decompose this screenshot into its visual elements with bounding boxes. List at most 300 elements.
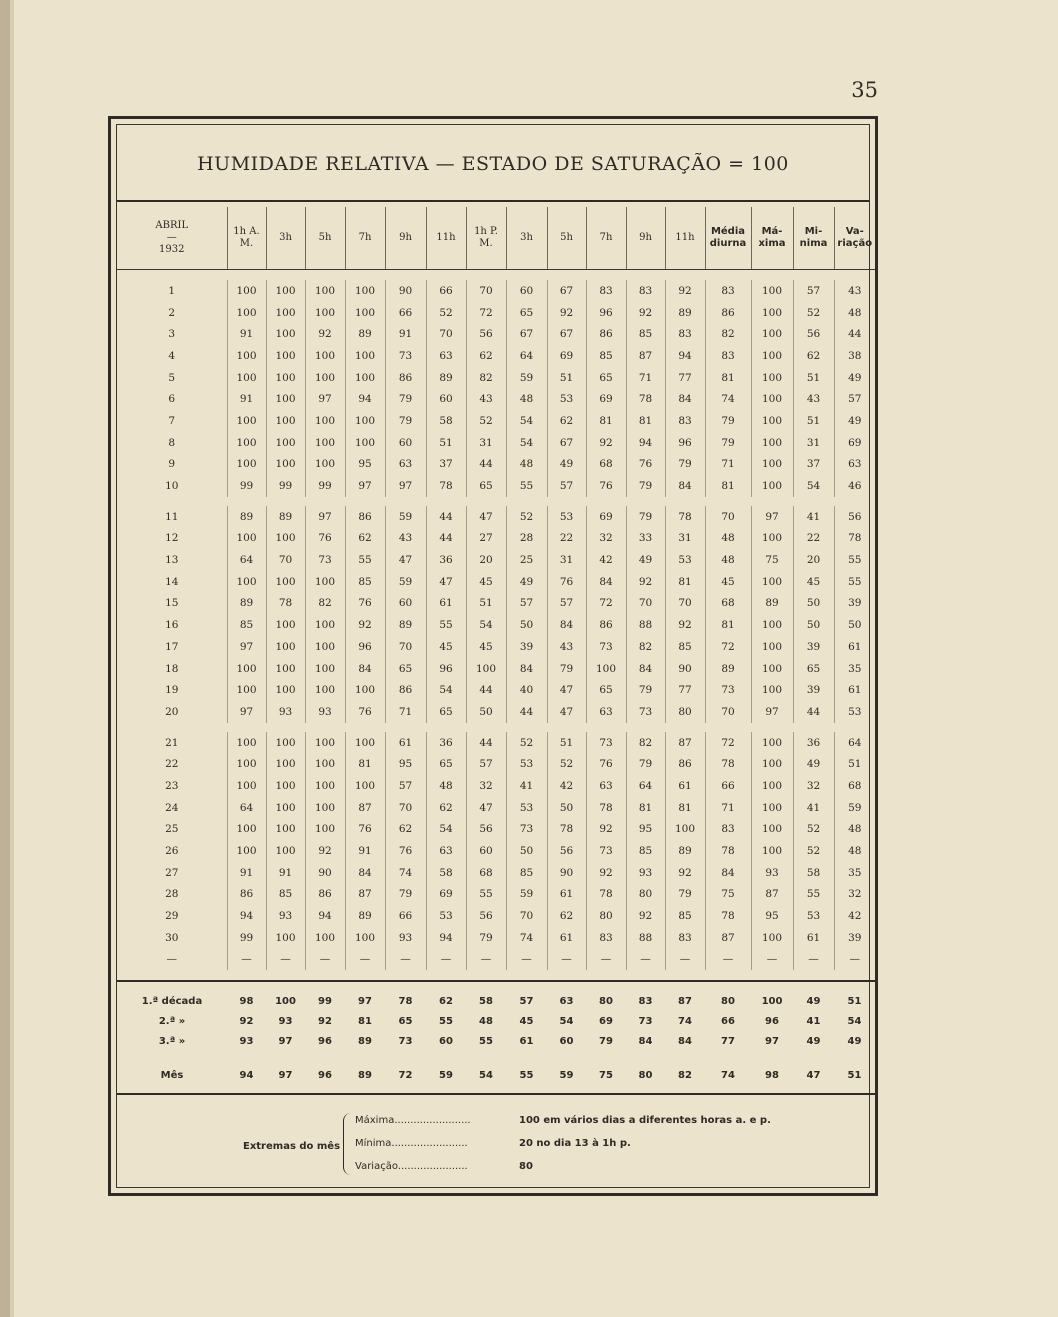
day-row-cell: 79 (665, 884, 705, 906)
row-spacer-cell (117, 497, 875, 506)
day-row-cell: 83 (665, 927, 705, 949)
extreme-minima-value: 20 no dia 13 à 1h p. (519, 1138, 631, 1149)
decade-row (117, 991, 875, 1011)
day-row-cell: 66 (385, 905, 426, 927)
day-row-cell: 85 (665, 636, 705, 658)
day-row-cell: 96 (665, 432, 705, 454)
day-row-cell: 64 (227, 549, 266, 571)
month-row-cell: 80 (638, 1069, 653, 1081)
day-row-cell: 73 (705, 679, 751, 701)
day-row-cell: 100 (266, 367, 305, 389)
day-row-cell: 85 (506, 862, 547, 884)
day-row-cell: 20 (466, 549, 506, 571)
decade-row-cell: 93 (278, 1015, 293, 1027)
day-row-label: 29 (165, 910, 179, 923)
day-row-cell: 74 (385, 862, 426, 884)
day-row-cell: 65 (466, 475, 506, 497)
day-row-cell: 85 (227, 614, 266, 636)
day-row-cell: 57 (547, 593, 586, 615)
day-row-cell: 63 (385, 454, 426, 476)
day-row-cell: 70 (426, 323, 466, 345)
day-row-cell: 44 (426, 528, 466, 550)
decade-row-cell: 78 (398, 995, 413, 1007)
day-row-cell: 83 (586, 280, 626, 302)
day-row-cell: 100 (345, 367, 385, 389)
maxima-header: Má- xima (751, 207, 793, 270)
day-row-cell: 91 (227, 388, 266, 410)
day-row-cell: 69 (547, 345, 586, 367)
day-row-label: 17 (165, 640, 179, 653)
day-row-cell: 100 (227, 367, 266, 389)
day-row-cell: 47 (426, 571, 466, 593)
day-row-cell: 79 (626, 753, 665, 775)
day-row-cell: 100 (305, 819, 345, 841)
day-row-cell: 59 (385, 506, 426, 528)
day-row-cell: 57 (547, 475, 586, 497)
day-row-cell: 50 (466, 701, 506, 723)
day-row-cell: 55 (834, 549, 875, 571)
month-row-label: Mês (160, 1069, 184, 1081)
day-row (117, 345, 875, 367)
day-row-cell: 100 (266, 819, 305, 841)
day-row-cell: 54 (793, 475, 834, 497)
day-row-cell: 61 (385, 732, 426, 754)
day-row-cell: 36 (426, 732, 466, 754)
hour-header: 11h (426, 207, 466, 270)
decade-row-cell: 84 (678, 1035, 692, 1047)
day-row-cell: 100 (266, 302, 305, 324)
day-row-cell: 52 (426, 302, 466, 324)
extreme-minima-label: Mínima........................ (355, 1138, 468, 1149)
day-row-cell: 79 (385, 410, 426, 432)
decade-row-cell: 87 (678, 995, 692, 1007)
day-row-cell: 44 (793, 701, 834, 723)
day-row-cell: 61 (834, 679, 875, 701)
day-row (117, 280, 875, 302)
day-row-cell: 79 (626, 506, 665, 528)
day-row-cell: 73 (586, 732, 626, 754)
day-row-cell: 95 (385, 753, 426, 775)
day-row-cell: 70 (266, 549, 305, 571)
day-row-cell: 95 (345, 454, 385, 476)
day-row-cell: 78 (426, 475, 466, 497)
decade-row-cell: 98 (239, 995, 254, 1007)
day-row (117, 753, 875, 775)
day-row-cell: — (665, 949, 705, 971)
day-row-cell: 52 (547, 753, 586, 775)
day-row-cell: 84 (345, 658, 385, 680)
day-row-cell: 38 (834, 345, 875, 367)
day-row-cell: 55 (345, 549, 385, 571)
day-row-cell: 89 (227, 506, 266, 528)
day-row-cell: 73 (305, 549, 345, 571)
extreme-maxima (355, 1115, 771, 1126)
day-row-cell: 81 (345, 753, 385, 775)
day-row-cell: 41 (793, 797, 834, 819)
decade-row-cell: 74 (678, 1015, 692, 1027)
day-row-cell: 70 (385, 636, 426, 658)
day-row-cell: 99 (227, 927, 266, 949)
day-row-cell: 63 (834, 454, 875, 476)
day-row-label: 11 (165, 510, 179, 523)
row-spacer-cell (117, 270, 875, 281)
decade-summary-table (117, 991, 875, 1051)
day-row-cell: 100 (305, 636, 345, 658)
day-row-cell: 48 (506, 388, 547, 410)
day-row-cell: 95 (626, 819, 665, 841)
hour-header: 3h (266, 207, 305, 270)
day-row-cell: 66 (426, 280, 466, 302)
day-row-cell: 100 (345, 302, 385, 324)
day-row-cell: 45 (793, 571, 834, 593)
decade-row-cell: 45 (519, 1015, 534, 1027)
day-row-cell: 62 (385, 819, 426, 841)
day-row-cell: 86 (345, 506, 385, 528)
day-row-cell: 97 (227, 636, 266, 658)
day-row-cell: 79 (547, 658, 586, 680)
day-row-cell: 84 (345, 862, 385, 884)
day-row (117, 432, 875, 454)
day-row-cell: 80 (626, 884, 665, 906)
day-row-cell: 100 (227, 302, 266, 324)
day-row-cell: 83 (665, 323, 705, 345)
day-row-cell: 100 (751, 775, 793, 797)
day-row-cell: 39 (793, 679, 834, 701)
day-row-label: 18 (165, 662, 179, 675)
day-row (117, 905, 875, 927)
day-row-cell: 48 (834, 819, 875, 841)
decade-row-cell: 73 (398, 1035, 413, 1047)
day-row-cell: 78 (547, 819, 586, 841)
day-row-cell: 59 (385, 571, 426, 593)
day-row-cell: 57 (793, 280, 834, 302)
day-row-cell: 93 (626, 862, 665, 884)
day-row-cell: 32 (793, 775, 834, 797)
day-row-cell: 100 (751, 410, 793, 432)
day-row-cell: 50 (793, 614, 834, 636)
body-bottom-rule (117, 980, 875, 982)
day-row-cell: 51 (466, 593, 506, 615)
day-row-cell: 73 (626, 701, 665, 723)
day-row-cell: 76 (586, 475, 626, 497)
day-row-cell: 39 (506, 636, 547, 658)
decade-row-cell: 97 (358, 995, 372, 1007)
day-row-label: 9 (168, 458, 176, 471)
day-row-cell: 76 (345, 701, 385, 723)
decade-row-cell: 97 (278, 1035, 293, 1047)
day-row-cell: — (266, 949, 305, 971)
day-row-cell: 100 (266, 323, 305, 345)
month-row-cell: 75 (599, 1069, 613, 1081)
day-row-cell: 32 (466, 775, 506, 797)
day-row (117, 549, 875, 571)
day-row-cell: 85 (266, 884, 305, 906)
day-row-label: 24 (165, 801, 179, 814)
day-row-cell: 82 (305, 593, 345, 615)
day-row-cell: 100 (227, 819, 266, 841)
day-row-cell: 55 (793, 884, 834, 906)
day-row-cell: 51 (547, 367, 586, 389)
hour-header: 3h (506, 207, 547, 270)
decade-row-cell: 62 (439, 995, 453, 1007)
day-row-cell: 82 (466, 367, 506, 389)
day-row-cell: 92 (665, 280, 705, 302)
month-row-cell: 82 (678, 1069, 692, 1081)
day-row-cell: — (506, 949, 547, 971)
table-frame-inner (116, 124, 873, 1188)
day-row-cell: 52 (506, 506, 547, 528)
day-row (117, 323, 875, 345)
day-row-cell: 85 (626, 323, 665, 345)
day-row-cell: 70 (506, 905, 547, 927)
day-row-cell: 100 (586, 658, 626, 680)
day-row-cell: 82 (626, 732, 665, 754)
day-row-cell: 59 (834, 797, 875, 819)
decade-row-label: 3.ª » (158, 1035, 186, 1047)
day-row-cell: 53 (547, 388, 586, 410)
decade-row-cell: 80 (599, 995, 613, 1007)
decade-row-cell: 100 (761, 995, 783, 1007)
day-row-cell: 73 (385, 345, 426, 367)
month-row-cell: 47 (806, 1069, 821, 1081)
day-row (117, 528, 875, 550)
day-row-cell: 85 (586, 345, 626, 367)
day-row-label: 28 (165, 888, 179, 901)
day-row-label: 3 (168, 328, 176, 341)
day-row-cell: 81 (586, 410, 626, 432)
extremes-label: Extremas do mês (243, 1141, 341, 1152)
day-row-cell: 56 (547, 840, 586, 862)
day-row-cell: 60 (506, 280, 547, 302)
day-row-cell: 62 (426, 797, 466, 819)
month-row-cell: 74 (721, 1069, 735, 1081)
day-row-cell: 65 (426, 753, 466, 775)
day-row-cell: 57 (506, 593, 547, 615)
day-row-cell: 59 (506, 884, 547, 906)
decade-row-cell: 49 (806, 1035, 821, 1047)
day-row-cell: 67 (547, 323, 586, 345)
day-row-cell: 64 (227, 797, 266, 819)
day-row-cell: 99 (305, 475, 345, 497)
day-row-cell: 100 (266, 454, 305, 476)
row-spacer-cell (117, 723, 875, 732)
day-row (117, 506, 875, 528)
day-row-cell: 49 (626, 549, 665, 571)
day-row-cell: 100 (305, 345, 345, 367)
day-row-cell: 84 (506, 658, 547, 680)
day-row-cell: 100 (751, 388, 793, 410)
month-row-cell: 98 (765, 1069, 779, 1081)
day-row-label: 6 (168, 393, 176, 406)
decade-row-cell: 60 (559, 1035, 574, 1047)
day-row-cell: 79 (626, 679, 665, 701)
day-row-cell: 87 (626, 345, 665, 367)
day-row-cell: 49 (547, 454, 586, 476)
day-row-cell: 100 (751, 345, 793, 367)
day-row-cell: 100 (227, 345, 266, 367)
day-row-cell: 65 (506, 302, 547, 324)
day-row-cell: 78 (705, 905, 751, 927)
day-row-cell: 60 (466, 840, 506, 862)
day-row-cell: 79 (385, 884, 426, 906)
day-row-cell: 100 (227, 454, 266, 476)
day-row-cell: 69 (834, 432, 875, 454)
day-row-cell: 55 (506, 475, 547, 497)
day-row-cell: 43 (466, 388, 506, 410)
decade-row-cell: 61 (519, 1035, 534, 1047)
day-row-cell: — (426, 949, 466, 971)
day-row-cell: 100 (266, 753, 305, 775)
day-row-cell: 86 (665, 753, 705, 775)
day-row-cell: 100 (751, 280, 793, 302)
month-summary-table (117, 1065, 875, 1085)
day-row-cell: 100 (227, 679, 266, 701)
day-row-cell: 82 (705, 323, 751, 345)
day-row-label: 7 (168, 414, 176, 427)
day-row-cell: 93 (266, 905, 305, 927)
day-row-cell: 64 (626, 775, 665, 797)
day-row (117, 658, 875, 680)
day-row-cell: 86 (305, 884, 345, 906)
day-row-cell: 39 (793, 636, 834, 658)
day-row-cell: 76 (305, 528, 345, 550)
day-row-cell: 100 (305, 432, 345, 454)
day-row-cell: 91 (345, 840, 385, 862)
day-row-cell: 100 (345, 280, 385, 302)
day-row-cell: 78 (586, 797, 626, 819)
day-row-cell: 100 (345, 927, 385, 949)
summary-bottom-rule (117, 1093, 875, 1095)
day-row-cell: 44 (506, 701, 547, 723)
day-row-cell: 83 (586, 927, 626, 949)
day-row-cell: 69 (586, 388, 626, 410)
page-binding-shadow (10, 0, 14, 1317)
day-row-cell: 85 (665, 905, 705, 927)
day-row-cell: — (385, 949, 426, 971)
day-row-cell: 52 (793, 819, 834, 841)
day-row-cell: 100 (751, 636, 793, 658)
day-row-cell: 35 (834, 658, 875, 680)
day-row-cell: 54 (426, 819, 466, 841)
day-row (117, 927, 875, 949)
day-row-cell: 86 (586, 323, 626, 345)
day-row-cell: 78 (665, 506, 705, 528)
day-row-cell: 97 (227, 701, 266, 723)
month-row-cell: 59 (439, 1069, 453, 1081)
day-row-cell: 81 (705, 614, 751, 636)
day-row-cell: 78 (586, 884, 626, 906)
day-row-cell: 77 (665, 367, 705, 389)
decade-row-cell: 41 (806, 1015, 821, 1027)
day-row-cell: 78 (266, 593, 305, 615)
day-row-cell: 73 (586, 840, 626, 862)
day-row-cell: 63 (426, 345, 466, 367)
day-row (117, 797, 875, 819)
day-row-cell: — (345, 949, 385, 971)
day-row-cell: 89 (227, 593, 266, 615)
day-row-cell: 78 (705, 840, 751, 862)
day-row-cell: 56 (466, 819, 506, 841)
day-row-cell: 60 (385, 593, 426, 615)
day-row-cell: 88 (626, 614, 665, 636)
day-row-cell: 54 (506, 410, 547, 432)
day-row-cell: 81 (626, 797, 665, 819)
day-row-cell: 100 (227, 528, 266, 550)
day-row-cell: 80 (665, 701, 705, 723)
day-row-cell: 32 (586, 528, 626, 550)
hour-header: 7h (345, 207, 385, 270)
day-row-cell: 89 (266, 506, 305, 528)
day-row-cell: 53 (547, 506, 586, 528)
day-row-cell: 53 (426, 905, 466, 927)
day-row-cell: — (466, 949, 506, 971)
day-row-cell: 53 (506, 797, 547, 819)
day-row-cell: 100 (751, 323, 793, 345)
day-row-cell: 100 (345, 775, 385, 797)
day-row-cell: 71 (626, 367, 665, 389)
row-spacer (117, 723, 875, 732)
day-row-cell: 71 (705, 454, 751, 476)
day-row-cell: 94 (665, 345, 705, 367)
day-row (117, 884, 875, 906)
day-row-cell: 67 (547, 432, 586, 454)
variacao-header: Va- riação (834, 207, 875, 270)
day-row (117, 367, 875, 389)
day-row-cell: 37 (426, 454, 466, 476)
day-row-cell: 47 (547, 679, 586, 701)
table-title: HUMIDADE RELATIVA — ESTADO DE SATURAÇÃO = 100 (197, 153, 789, 175)
day-row-cell: 42 (547, 775, 586, 797)
day-row-label: 5 (168, 371, 176, 384)
day-row-cell: — (305, 949, 345, 971)
month-row-cell: 89 (358, 1069, 372, 1081)
day-row-cell: 100 (751, 732, 793, 754)
day-row-cell: 65 (426, 701, 466, 723)
day-row-cell: 22 (547, 528, 586, 550)
day-row-cell: 90 (547, 862, 586, 884)
day-row-cell: — (626, 949, 665, 971)
day-row-cell: 100 (345, 679, 385, 701)
decade-row-cell: 92 (239, 1015, 254, 1027)
day-row-cell: 54 (506, 432, 547, 454)
day-row (117, 819, 875, 841)
decade-row-cell: 69 (599, 1015, 613, 1027)
decade-row-label: 2.ª » (158, 1015, 186, 1027)
day-row-cell: 70 (626, 593, 665, 615)
day-row-cell: 40 (506, 679, 547, 701)
day-row-cell: 70 (665, 593, 705, 615)
day-row-cell: 100 (345, 410, 385, 432)
day-row-cell: 92 (665, 614, 705, 636)
day-row-cell: 70 (466, 280, 506, 302)
day-row-cell: 84 (705, 862, 751, 884)
decade-row-cell: 83 (638, 995, 653, 1007)
day-row-cell: 91 (227, 862, 266, 884)
day-row-cell: 63 (586, 775, 626, 797)
day-row-cell: 89 (665, 302, 705, 324)
day-row-label: 13 (165, 554, 179, 567)
day-row-label: 2 (168, 306, 176, 319)
day-row-cell: 44 (834, 323, 875, 345)
month-row (117, 1065, 875, 1085)
day-row-cell: 71 (385, 701, 426, 723)
decade-row-cell: 63 (559, 995, 574, 1007)
month-extremes (117, 1105, 875, 1183)
day-row-cell: 78 (626, 388, 665, 410)
day-row-cell: 36 (793, 732, 834, 754)
hour-header: 9h (626, 207, 665, 270)
day-row-cell: 100 (751, 658, 793, 680)
